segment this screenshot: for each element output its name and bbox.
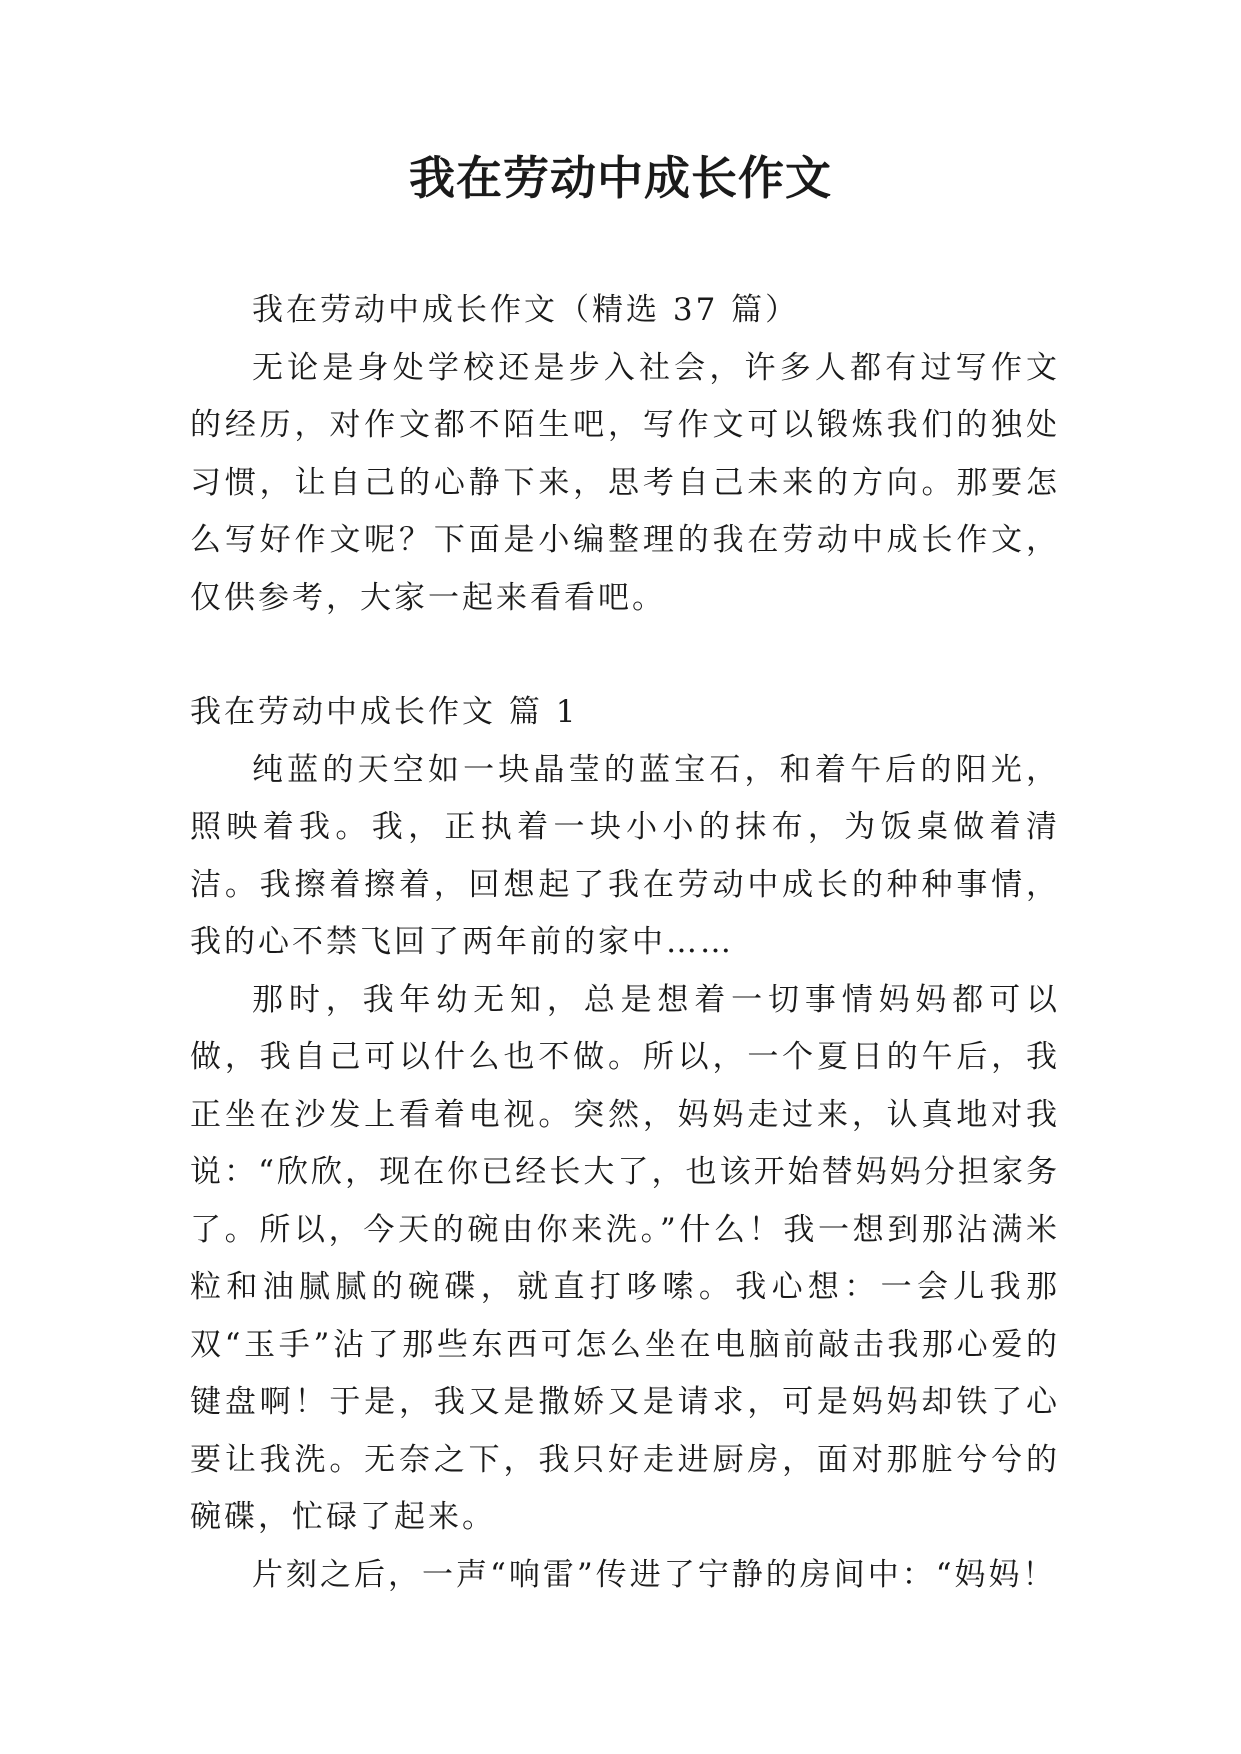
intro-paragraph: 无论是身处学校还是步入社会，许多人都有过写作文的经历，对作文都不陌生吧，写作文可以锻炼我们的独处习惯，让自己的心静下来，思考自己未来的方向。那要怎么写好作文呢？下面是小编整理的我在劳动中成长作文，仅供参考，大家一起来看看吧。 <box>190 349 1060 616</box>
document-subtitle: 我在劳动中成长作文（精选 37 篇） <box>252 292 800 328</box>
section-heading: 我在劳动中成长作文 篇 1 <box>190 694 579 730</box>
body-paragraph: 片刻之后，一声“响雷”传进了宁静的房间中：“妈妈！ <box>252 1556 1057 1593</box>
document-body <box>190 282 1060 1604</box>
body-paragraph: 那时，我年幼无知，总是想着一切事情妈妈都可以做，我自己可以什么也不做。所以，一个夏日的午后，我正坐在沙发上看着电视。突然，妈妈走过来，认真地对我说：“欣欣，现在你已经长大了，也该开始替妈妈分担家务了。所以，今天的碗由你来洗。”什么！我一想到那沾满米粒和油腻腻的碗碟，就直打哆嗦。我心想：一会儿我那双“玉手”沾了那些东西可怎么坐在电脑前敲击我那心爱的键盘啊！于是，我又是撒娇又是请求，可是妈妈却铁了心要让我洗。无奈之下，我只好走进厨房，面对那脏兮兮的碗碟，忙碌了起来。 <box>190 981 1060 1535</box>
document-title: 我在劳动中成长作文 <box>409 151 832 205</box>
body-paragraph: 纯蓝的天空如一块晶莹的蓝宝石，和着午后的阳光，照映着我。我，正执着一块小小的抹布，为饭桌做着清洁。我擦着擦着，回想起了我在劳动中成长的种种事情，我的心不禁飞回了两年前的家中…… <box>190 751 1060 960</box>
